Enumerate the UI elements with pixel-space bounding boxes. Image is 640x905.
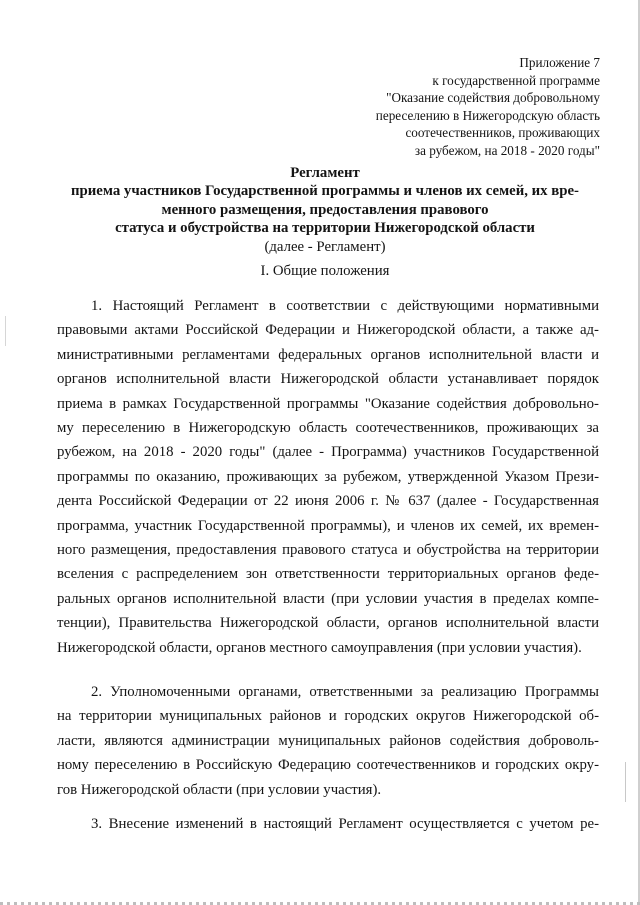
text-line: программы по оказанию, проживающих за рубежом, утвержденной Указом Прези- xyxy=(57,468,599,485)
text-line: на территории муниципальных районов и городских округов Нижегородской об- xyxy=(57,708,599,725)
text-line: ного размещения, предоставления правового статуса и обустройства на территории xyxy=(57,542,599,559)
scan-artifact xyxy=(5,316,6,346)
annex-line: к государственной программе xyxy=(432,72,600,88)
text-line: 3. Внесение изменений в настоящий Регламент осуществляется с учетом ре- xyxy=(91,816,599,832)
title-line: статуса и обустройства на территории Нижегородской области xyxy=(115,220,535,237)
text-line: вселения с распределением зон ответственности территориальных органов феде- xyxy=(57,566,599,583)
text-line: приема в рамках Государственной программы "Оказание содействия добровольно- xyxy=(57,395,599,412)
paragraph-3 xyxy=(57,812,599,836)
section-heading: I. Общие положения xyxy=(260,263,390,279)
text-line: министративными регламентами федеральных органов исполнительной власти и xyxy=(57,346,599,363)
text-line: 2. Уполномоченными органами, ответственными за реализацию Программы xyxy=(91,684,599,700)
text-line: программа, участник Государственной программы), и членов их семей, их времен- xyxy=(57,517,599,534)
scan-artifact xyxy=(625,762,626,802)
annex-header xyxy=(260,54,600,160)
text-line: 1. Настоящий Регламент в соответствии с действующими нормативными xyxy=(91,298,599,314)
title-line: приема участников Государственной программы и членов их семей, их вре- xyxy=(71,183,579,200)
title-line: менного размещения, предоставления правового xyxy=(161,201,489,218)
annex-line: "Оказание содействия добровольному xyxy=(386,90,600,106)
document-title xyxy=(40,164,610,256)
annex-line: Приложение 7 xyxy=(519,55,600,70)
text-line: тенции), Правительства Нижегородской области, органов исполнительной власти xyxy=(57,615,599,632)
title-line: Регламент xyxy=(290,165,360,181)
text-line: гов Нижегородской области (при условии участия). xyxy=(57,781,382,798)
annex-line: за рубежом, на 2018 - 2020 годы" xyxy=(414,142,600,158)
text-line: дента Российской Федерации от 22 июня 2006 г. № 637 (далее - Государственная xyxy=(57,493,599,510)
paragraph-1 xyxy=(57,294,599,660)
text-line: ласти, являются администрации муниципальных районов содействия доброволь- xyxy=(57,732,599,749)
text-line: ральных органов исполнительной власти (при условии участия в пределах компе- xyxy=(57,590,599,607)
text-line: ному переселению в Российскую Федерацию соотечественников и городских окру- xyxy=(57,757,599,774)
paragraph-2 xyxy=(57,680,599,802)
annex-line: переселению в Нижегородскую область xyxy=(375,107,600,123)
text-line: рубежом, на 2018 - 2020 годы" (далее - Программа) участников Государственной xyxy=(57,444,599,461)
text-line: му переселению в Нижегородскую область соотечественников, проживающих за xyxy=(57,420,599,437)
annex-line: соотечественников, проживающих xyxy=(405,125,600,141)
text-line: органов исполнительной власти Нижегородской области устанавливает порядок xyxy=(57,371,599,388)
text-line: правовыми актами Российской Федерации и Нижегородской области, а также ад- xyxy=(57,322,599,339)
text-line: Нижегородской области, органов местного самоуправления (при условии участия). xyxy=(57,639,582,656)
title-note: (далее - Регламент) xyxy=(264,238,386,255)
